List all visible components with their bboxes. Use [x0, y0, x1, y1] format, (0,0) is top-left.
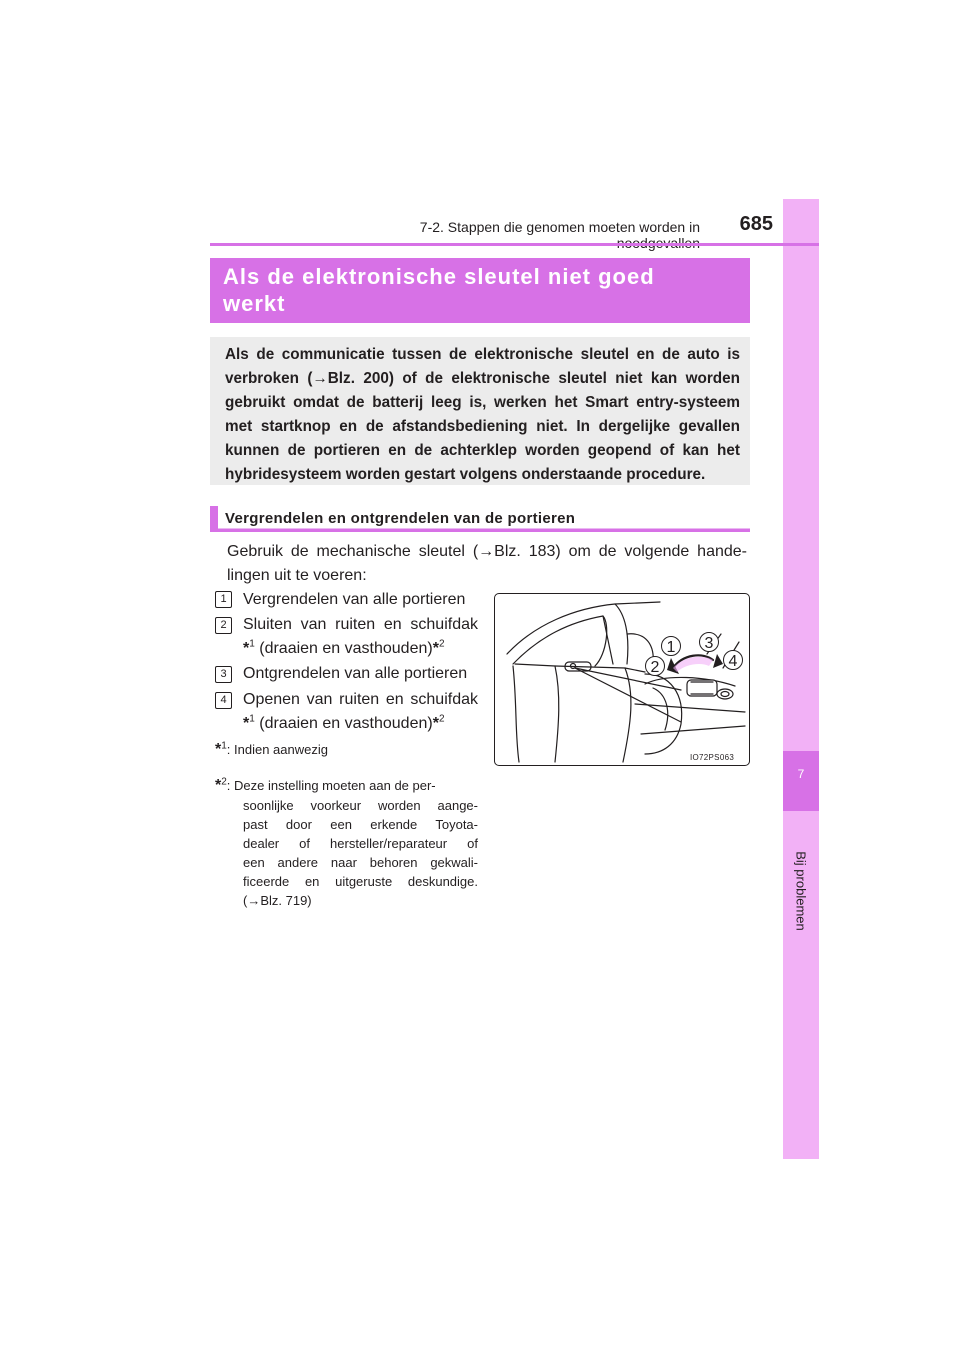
lead-line-1: Gebruik de mechanische sleutel (→Blz. 183) om de volgende hande- [227, 543, 747, 560]
intro-box [210, 337, 750, 485]
section-title-line-2: werkt [223, 291, 286, 316]
callout-2: 2 [650, 659, 660, 676]
header-rule [210, 243, 819, 246]
running-header: 7-2. Stappen die genomen moeten worden in [419, 219, 700, 235]
step-4-text: Openen van ruiten en schuifdak [243, 691, 478, 708]
section-title-line-1: Als de elektronische sleutel niet goed [223, 264, 655, 289]
step-2-text: Sluiten van ruiten en schuifdak [243, 616, 478, 633]
car-door-drawing [495, 594, 749, 765]
step-4-detail: *$^1$ (draaien en vasthouden)*$^2$ [243, 713, 445, 732]
step-3-text: Ontgrendelen van alle portieren [243, 665, 468, 682]
footnote-line: past door een erkende Toyota- [243, 817, 478, 832]
subheading: Vergrendelen en ontgrendelen van de portieren [225, 510, 576, 527]
page-number: 685 [739, 213, 773, 235]
footnote-2-body [243, 796, 478, 910]
step-number-badge: 2 [215, 617, 232, 634]
illustration-code: IO72PS063 [690, 753, 735, 762]
intro-line: verbroken (→Blz. 200) of de elektronische sleutel niet kan worden [225, 370, 740, 387]
footnote-line: ficeerde en uitgeruste deskundige. [243, 874, 478, 889]
step-1-text: Vergrendelen van alle portieren [243, 591, 466, 608]
footnote-line: een andere naar behoren gekwali- [243, 855, 478, 870]
chapter-number: 7 [797, 767, 805, 781]
step-2-detail: *$^1$ (draaien en vasthouden)*$^2$ [243, 638, 445, 657]
section-title [210, 258, 750, 323]
step-number-badge: 3 [215, 666, 232, 683]
side-tab-strip [783, 199, 819, 1159]
intro-line: met startknop en de afstandsbediening niet. In dergelijke gevallen [225, 418, 740, 435]
callout-1: 1 [666, 639, 676, 656]
chapter-label: Bij problemen [793, 851, 809, 931]
chapter-tab[interactable] [783, 751, 819, 811]
arrow-right-icon [713, 654, 723, 668]
footnote-line: dealer of hersteller/reparateur of [243, 836, 478, 851]
intro-line: gebruikt omdat de batterij leeg is, werken het Smart entry-systeem [225, 394, 740, 411]
intro-line: kunnen de portieren en de achterklep worden geopend of kan het [225, 442, 740, 459]
callout-3: 3 [704, 635, 714, 652]
door-key-illustration [494, 593, 750, 766]
step-number-badge: 4 [215, 692, 232, 709]
footnote-line: soonlijke voorkeur worden aange- [243, 798, 478, 813]
lead-paragraph [227, 540, 747, 588]
intro-line: Als de communicatie tussen de elektronische sleutel en de auto is [225, 346, 740, 363]
footnote-2-first: *$^2$: Deze instelling moeten aan de per- [215, 776, 436, 794]
footnote-1: *$^1$: Indien aanwezig [215, 740, 328, 758]
step-number-badge: 1 [215, 591, 232, 608]
footnote-line: (→Blz. 719) [243, 893, 312, 908]
subheading-bar [210, 506, 218, 532]
lead-line-2: lingen uit te voeren: [227, 567, 367, 584]
callout-4: 4 [728, 653, 738, 670]
intro-line: hybridesysteem worden gestart volgens onderstaande procedure. [225, 466, 706, 483]
